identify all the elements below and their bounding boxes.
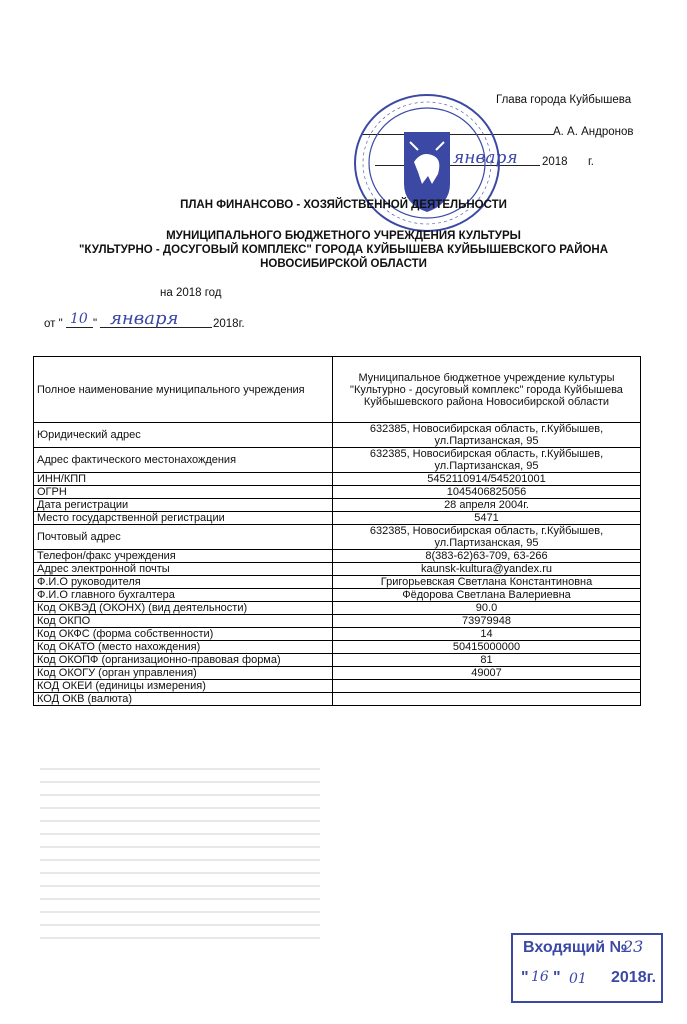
row-value bbox=[333, 693, 641, 706]
stamp-quote-close: " bbox=[553, 969, 561, 986]
table-row bbox=[34, 357, 641, 423]
from-date-day-line bbox=[66, 313, 93, 328]
row-value: 8(383-62)63-709, 63-266 bbox=[333, 550, 641, 563]
stamp-quote-open: " bbox=[521, 969, 529, 986]
table-row bbox=[34, 448, 641, 473]
row-value: 14 bbox=[333, 628, 641, 641]
org-title-line3: НОВОСИБИРСКОЙ ОБЛАСТИ bbox=[260, 258, 427, 270]
table-row bbox=[34, 423, 641, 448]
from-date-day: 10 bbox=[70, 311, 88, 327]
row-value: 5471 bbox=[333, 512, 641, 525]
institution-info-table bbox=[33, 356, 641, 706]
row-label: Дата регистрации bbox=[34, 499, 333, 512]
table-row bbox=[34, 550, 641, 563]
round-seal bbox=[352, 92, 502, 234]
from-date-mid: " bbox=[93, 318, 98, 330]
table-row bbox=[34, 473, 641, 486]
table-row bbox=[34, 680, 641, 693]
row-value: 632385, Новосибирская область, г.Куйбышев, ул.Партизанская, 95 bbox=[333, 525, 641, 550]
approval-date-month: января bbox=[453, 148, 518, 168]
row-value: Григорьевская Светлана Константиновна bbox=[333, 576, 641, 589]
approval-date-year: 2018 bbox=[542, 156, 568, 168]
approval-date-suffix: г. bbox=[588, 156, 594, 168]
from-date-year: 2018г. bbox=[213, 318, 245, 330]
row-label: КОД ОКЕИ (единицы измерения) bbox=[34, 680, 333, 693]
row-label: Телефон/факс учреждения bbox=[34, 550, 333, 563]
row-value: Муниципальное бюджетное учреждение культуры "Культурно - досуговый комплекс" города Куйбышева Куйбышевского района Новосибирской области bbox=[333, 357, 641, 423]
table-row bbox=[34, 654, 641, 667]
approval-name: А. А. Андронов bbox=[553, 126, 634, 138]
row-label: Место государственной регистрации bbox=[34, 512, 333, 525]
row-value bbox=[333, 680, 641, 693]
row-value: kaunsk-kultura@yandex.ru bbox=[333, 563, 641, 576]
row-label: Код ОКФС (форма собственности) bbox=[34, 628, 333, 641]
row-label: Полное наименование муниципального учреждения bbox=[34, 357, 333, 423]
row-label: Адрес электронной почты bbox=[34, 563, 333, 576]
row-value: Фёдорова Светлана Валериевна bbox=[333, 589, 641, 602]
plan-title: ПЛАН ФИНАНСОВО - ХОЗЯЙСТВЕННОЙ ДЕЯТЕЛЬНОСТИ bbox=[180, 199, 507, 211]
incoming-stamp bbox=[511, 933, 663, 1003]
row-label: Код ОКВЭД (ОКОНХ) (вид деятельности) bbox=[34, 602, 333, 615]
stamp-day: 16 bbox=[531, 969, 549, 985]
table-row bbox=[34, 628, 641, 641]
row-label: Код ОКПО bbox=[34, 615, 333, 628]
row-label: ИНН/КПП bbox=[34, 473, 333, 486]
row-label: Код ОКОПФ (организационно-правовая форма) bbox=[34, 654, 333, 667]
row-label: Адрес фактического местонахождения bbox=[34, 448, 333, 473]
row-value: 81 bbox=[333, 654, 641, 667]
row-label: Ф.И.О руководителя bbox=[34, 576, 333, 589]
row-value: 73979948 bbox=[333, 615, 641, 628]
table-row bbox=[34, 486, 641, 499]
row-value: 632385, Новосибирская область, г.Куйбышев, ул.Партизанская, 95 bbox=[333, 448, 641, 473]
plan-year: на 2018 год bbox=[160, 287, 222, 299]
row-label: ОГРН bbox=[34, 486, 333, 499]
row-label: Юридический адрес bbox=[34, 423, 333, 448]
show-through-texture bbox=[40, 768, 320, 943]
table-row bbox=[34, 602, 641, 615]
table-row bbox=[34, 512, 641, 525]
row-value: 50415000000 bbox=[333, 641, 641, 654]
approval-position: Глава города Куйбышева bbox=[496, 94, 632, 106]
row-label: Ф.И.О главного бухгалтера bbox=[34, 589, 333, 602]
table-row bbox=[34, 667, 641, 680]
row-value: 1045406825056 bbox=[333, 486, 641, 499]
table-row bbox=[34, 615, 641, 628]
table-row bbox=[34, 641, 641, 654]
from-date-prefix: от " bbox=[44, 318, 63, 330]
row-label: Код ОКОГУ (орган управления) bbox=[34, 667, 333, 680]
row-label: Почтовый адрес bbox=[34, 525, 333, 550]
table-row bbox=[34, 563, 641, 576]
table-row bbox=[34, 693, 641, 706]
row-label: КОД ОКВ (валюта) bbox=[34, 693, 333, 706]
org-title-line2: "КУЛЬТУРНО - ДОСУГОВЫЙ КОМПЛЕКС" ГОРОДА КУЙБЫШЕВА КУЙБЫШЕВСКОГО РАЙОНА bbox=[78, 244, 609, 256]
row-value: 28 апреля 2004г. bbox=[333, 499, 641, 512]
from-date-month-line bbox=[100, 308, 212, 329]
org-title-line1: МУНИЦИПАЛЬНОГО БЮДЖЕТНОГО УЧРЕЖДЕНИЯ КУЛЬТУРЫ bbox=[166, 230, 521, 242]
stamp-month: 01 bbox=[569, 971, 587, 987]
row-value: 5452110914/545201001 bbox=[333, 473, 641, 486]
row-value: 90.0 bbox=[333, 602, 641, 615]
row-label: Код ОКАТО (место нахождения) bbox=[34, 641, 333, 654]
stamp-year: 2018г. bbox=[611, 969, 657, 986]
stamp-label: Входящий № bbox=[523, 939, 628, 956]
from-date-month: января bbox=[110, 308, 179, 329]
row-value: 49007 bbox=[333, 667, 641, 680]
table-row bbox=[34, 525, 641, 550]
row-value: 632385, Новосибирская область, г.Куйбышев, ул.Партизанская, 95 bbox=[333, 423, 641, 448]
table-row bbox=[34, 589, 641, 602]
table-row bbox=[34, 499, 641, 512]
stamp-number: 23 bbox=[623, 937, 644, 956]
table-row bbox=[34, 576, 641, 589]
